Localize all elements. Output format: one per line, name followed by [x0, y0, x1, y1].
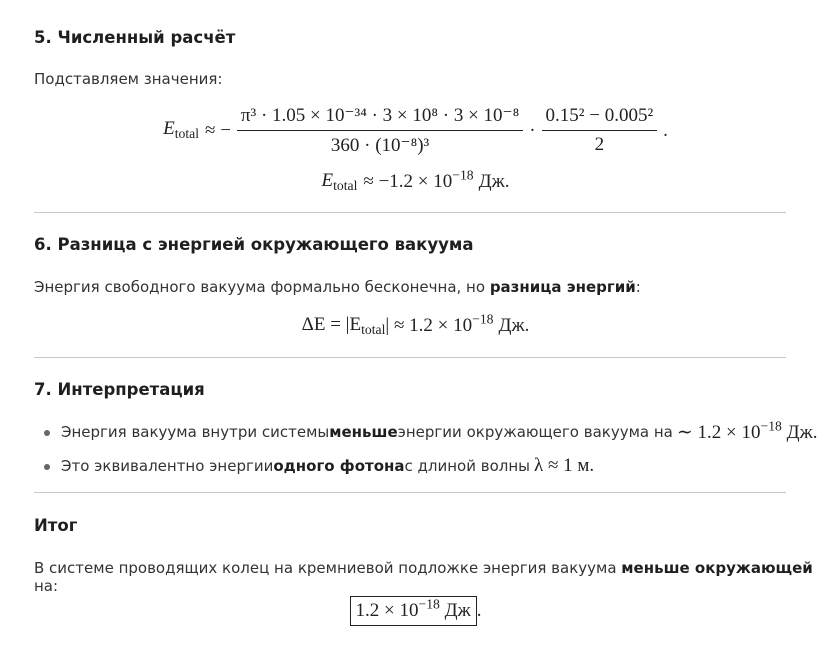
equation-energy-total	[0, 104, 831, 157]
eq3-lhs: $\Delta E = |E_{total}$	[301, 314, 386, 338]
eq1-fraction-2	[542, 105, 658, 156]
eq1-numerator-1: π³ · 1.05 × 10⁻³⁴ · 3 × 10⁸ · 3 × 10⁻⁸	[237, 104, 523, 131]
section-7-heading: 7. Интерпретация	[34, 380, 205, 399]
section-5-intro: Подставляем значения:	[34, 70, 223, 88]
equation-delta-energy	[0, 311, 831, 338]
eq3-rhs: | ≈ $1.2 \times 10^{-18}$	[385, 311, 494, 337]
eq2-unit: Дж.	[478, 171, 510, 193]
eq1-lhs: $E_{total}$	[163, 118, 200, 142]
section-5-heading: 5. Численный расчёт	[34, 28, 236, 47]
result-text: В системе проводящих колец на кремниевой подложке энергия вакуума меньше окружающей на:	[34, 559, 813, 595]
eq1-fraction-1	[237, 104, 523, 157]
result-heading: Итог	[34, 516, 78, 535]
list-item: Это эквивалентно энергии одного фотона с длиной волны λ ≈ 1 м.	[34, 449, 817, 483]
eq1-dot: ·	[529, 119, 536, 141]
divider	[34, 357, 786, 358]
eq2-rhs: ≈ $-1.2 \times 10^{-18}$	[363, 167, 474, 193]
eq1-numerator-2: 0.15² − 0.005²	[542, 105, 658, 131]
equation-energy-result	[0, 167, 831, 194]
section-6-text: Энергия свободного вакуума формально бесконечна, но разница энергий:	[34, 278, 641, 296]
eq2-lhs: $E_{total}$	[321, 170, 358, 194]
inline-math: ∼ $1.2 \times 10^{-18}$ Дж.	[676, 417, 818, 443]
eq1-rel: ≈ −	[205, 119, 231, 141]
result-boxed-value: $1.2 \times 10^{-18}$ Дж .	[0, 596, 831, 626]
interpretation-list	[34, 415, 817, 483]
list-item: Энергия вакуума внутри системы меньше энергии окружающего вакуума на ∼ $1.2 \times 10^{-18}$ Дж.	[34, 415, 817, 449]
bullet-icon	[44, 430, 50, 436]
bullet-icon	[44, 464, 50, 470]
eq1-end: .	[663, 119, 668, 141]
section-6-heading: 6. Разница с энергией окружающего вакуума	[34, 235, 474, 254]
inline-math: λ ≈ 1 м.	[533, 455, 595, 476]
divider	[34, 212, 786, 213]
result-box: $1.2 \times 10^{-18}$ Дж	[350, 596, 477, 626]
divider	[34, 492, 786, 493]
eq1-denominator-2: 2	[594, 134, 605, 155]
eq1-denominator-1: 360 · (10⁻⁸)³	[330, 135, 430, 156]
eq3-unit: Дж.	[498, 315, 530, 337]
